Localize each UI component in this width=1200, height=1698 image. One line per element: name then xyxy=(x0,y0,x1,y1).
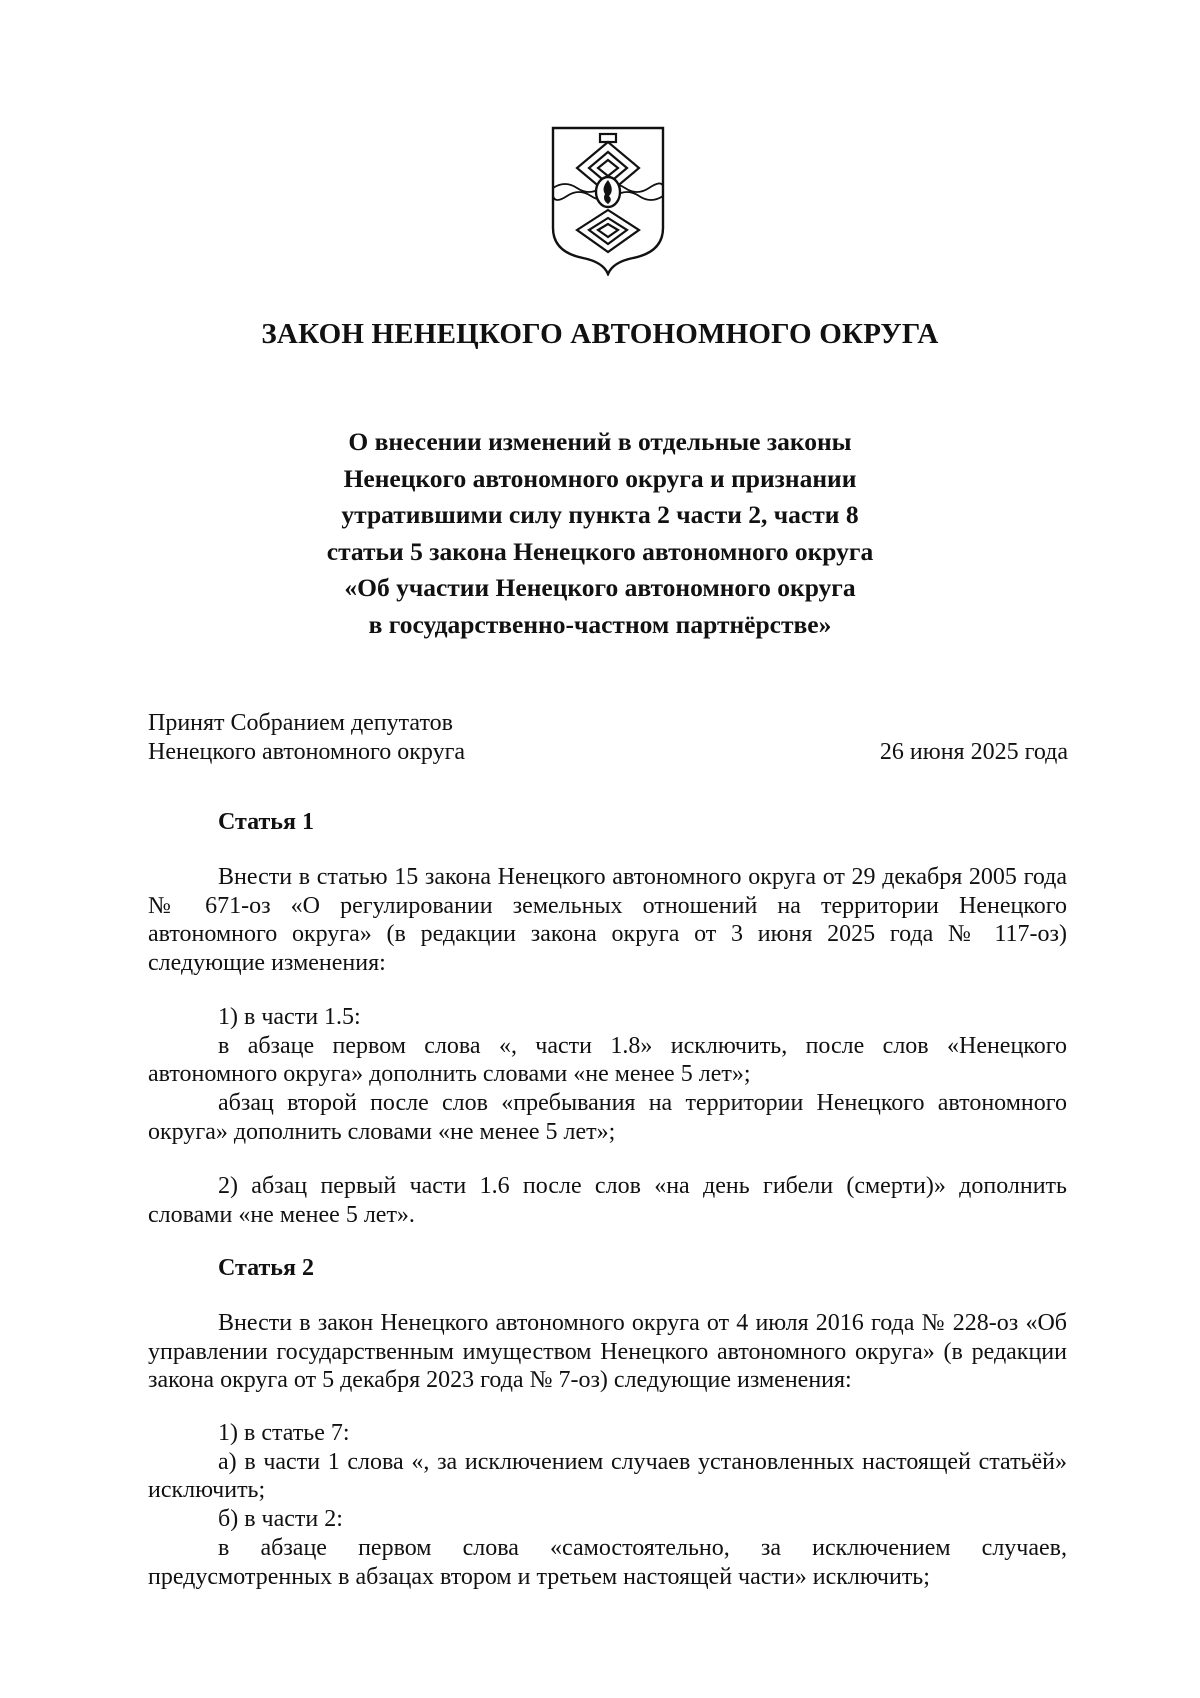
subtitle-line: статьи 5 закона Ненецкого автономного округа xyxy=(326,536,874,566)
article-2-item-1 xyxy=(148,1419,1067,1591)
article-2-item-1-b-label: б) в части 2: xyxy=(218,1506,343,1533)
coat-of-arms-emblem xyxy=(549,124,667,276)
subtitle-line: О внесении изменений в отдельные законы xyxy=(348,427,852,456)
article-1-intro: Внести в статью 15 закона Ненецкого автономного округа от 29 декабря 2005 года № 671-оз «О регулировании земельных отношений на территории Ненецкого автономного округа» (в редакции закона округа от 3 июня 2025 года № 117-оз) следующие изменения: xyxy=(148,864,1067,977)
article-2-item-1-b-paragraph-1: в абзаце первом слова «самостоятельно, за исключением случаев, предусмотренных в абзацах втором и третьем настоящей части» исключить; xyxy=(148,1534,1067,1590)
adoption-date: 26 июня 2025 года xyxy=(879,738,1068,765)
article-1-item-1 xyxy=(148,1003,1067,1147)
subtitle-line: в государственно-частном партнёрстве» xyxy=(368,609,832,639)
law-subtitle xyxy=(200,424,1000,644)
article-2-item-1-a: а) в части 1 слова «, за исключением случаев установленных настоящей статьёй» исключить; xyxy=(148,1448,1067,1504)
adopted-by-line1: Принят Собранием депутатов xyxy=(148,710,453,736)
subtitle-line: утратившими силу пункта 2 части 2, части 8 xyxy=(341,500,859,530)
article-2-intro: Внести в закон Ненецкого автономного округа от 4 июля 2016 года № 228-оз «Об управлении государственным имуществом Ненецкого автономного округа» (в редакции закона округа от 5 декабря 2023 года № 7-оз) следующие изменения: xyxy=(148,1310,1067,1394)
article-1-item-1-paragraph-1: в абзаце первом слова «, части 1.8» исключить, после слов «Ненецкого автономного округа» дополнить словами «не менее 5 лет»; xyxy=(148,1032,1067,1088)
article-2-heading: Статья 2 xyxy=(218,1255,314,1281)
subtitle-line: «Об участии Ненецкого автономного округа xyxy=(344,573,856,603)
article-1-item-2: 2) абзац первый части 1.6 после слов «на день гибели (смерти)» дополнить словами «не менее 5 лет». xyxy=(148,1173,1067,1228)
article-1-item-1-label: 1) в части 1.5: xyxy=(218,1004,361,1030)
adoption-block xyxy=(148,709,1068,766)
law-title: ЗАКОН НЕНЕЦКОГО АВТОНОМНОГО ОКРУГА xyxy=(261,318,939,350)
article-1-item-1-paragraph-2: абзац второй после слов «пребывания на территории Ненецкого автономного округа» дополнить словами «не менее 5 лет»; xyxy=(148,1090,1067,1145)
article-1-heading: Статья 1 xyxy=(218,809,314,835)
adopted-by-line2: Ненецкого автономного округа xyxy=(148,738,466,765)
article-2-item-1-label: 1) в статье 7: xyxy=(218,1420,350,1446)
subtitle-line: Ненецкого автономного округа и признании xyxy=(343,463,857,493)
